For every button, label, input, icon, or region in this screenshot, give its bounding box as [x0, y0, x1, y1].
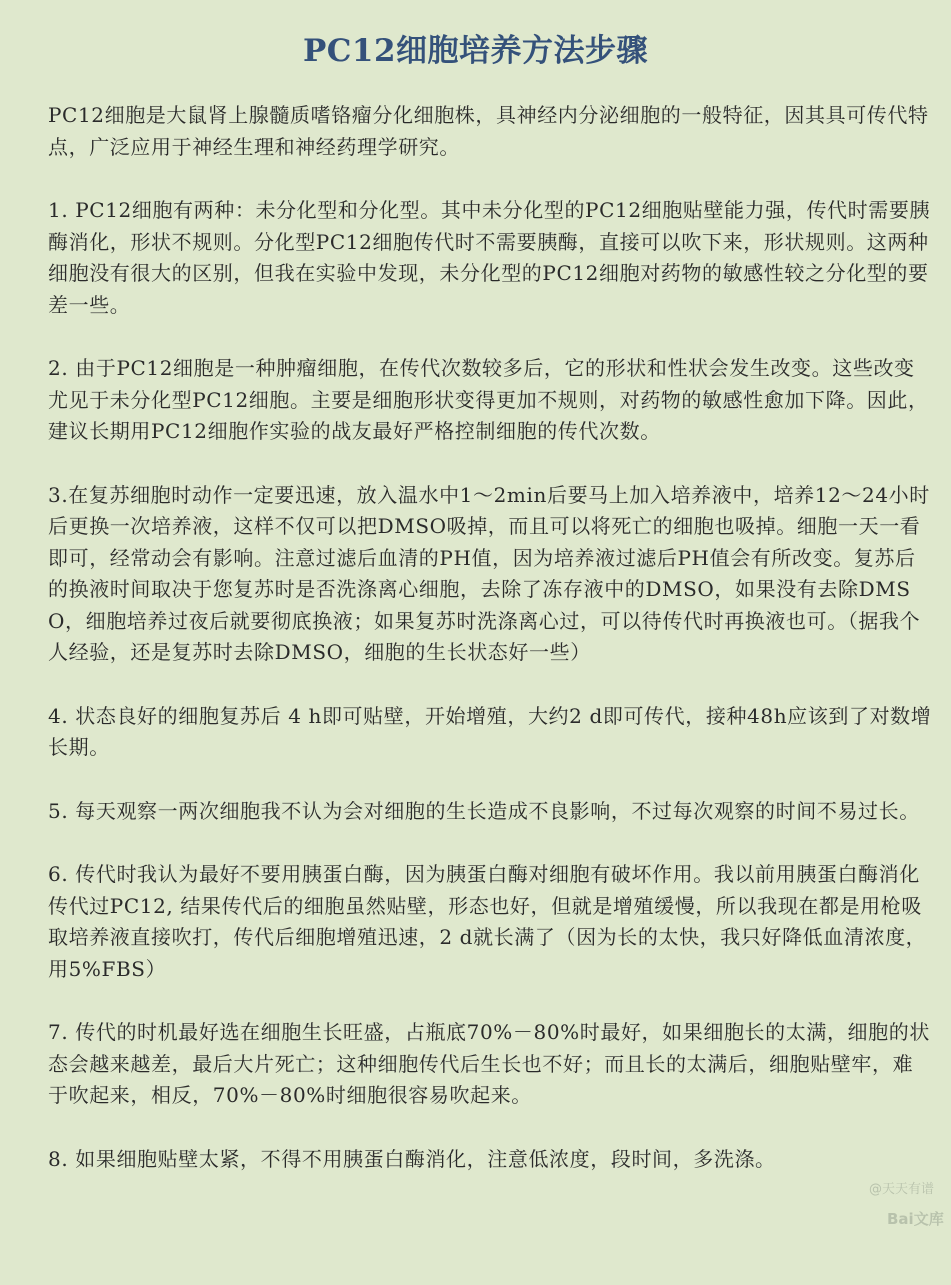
- step-2-paragraph: 2. 由于PC12细胞是一种肿瘤细胞，在传代次数较多后，它的形状和性状会发生改变。这些改变尤见于未分化型PC12细胞。主要是细胞形状变得更加不规则，对药物的敏感性愈加下降。因此，建议长期用PC12细胞作实验的战友最好严格控制细胞的传代次数。: [48, 356, 929, 443]
- watermark-text: @天天有谱: [869, 1182, 935, 1197]
- page-title: PC12细胞培养方法步骤: [302, 33, 649, 69]
- watermark-logo: Bai文库: [887, 1210, 944, 1228]
- step-4-paragraph: 4. 状态良好的细胞复苏后 4 h即可贴壁，开始增殖，大约2 d即可传代，接种48h应该到了对数增长期。: [48, 703, 932, 759]
- step-1-paragraph: 1. PC12细胞有两种：未分化型和分化型。其中未分化型的PC12细胞贴壁能力强，传代时需要胰酶消化，形状不规则。分化型PC12细胞传代时不需要胰酶，直接可以吹下来，形状规则。这两种细胞没有很大的区别，但我在实验中发现，未分化型的PC12细胞对药物的敏感性较之分化型的要差一些。: [48, 198, 931, 317]
- intro-paragraph: PC12细胞是大鼠肾上腺髓质嗜铬瘤分化细胞株，具神经内分泌细胞的一般特征，因其具可传代特点，广泛应用于神经生理和神经药理学研究。: [48, 103, 929, 159]
- step-3-paragraph: 3.在复苏细胞时动作一定要迅速，放入温水中1～2min后要马上加入培养液中，培养12～24小时后更换一次培养液，这样不仅可以把DMSO吸掉，而且可以将死亡的细胞也吸掉。细胞一天一看即可，经常动会有影响。注意过滤后血清的PH值，因为培养液过滤后PH值会有所改变。复苏后的换液时间取决于您复苏时是否洗涤离心细胞，去除了冻存液中的DMSO，如果没有去除DMSO，细胞培养过夜后就要彻底换液；如果复苏时洗涤离心过，可以待传代时再换液也可。（据我个人经验，还是复苏时去除DMSO，细胞的生长状态好一些）: [48, 482, 930, 664]
- step-7-paragraph: 7. 传代的时机最好选在细胞生长旺盛，占瓶底70%－80%时最好，如果细胞长的太满，细胞的状态会越来越差，最后大片死亡；这种细胞传代后生长也不好；而且长的太满后，细胞贴壁牢，难于吹起来，相反，70%－80%时细胞很容易吹起来。: [48, 1020, 930, 1107]
- step-8-paragraph: 8. 如果细胞贴壁太紧，不得不用胰蛋白酶消化，注意低浓度，段时间，多洗涤。: [48, 1146, 776, 1171]
- step-5-paragraph: 5. 每天观察一两次细胞我不认为会对细胞的生长造成不良影响，不过每次观察的时间不易过长。: [48, 798, 920, 823]
- step-6-paragraph: 6. 传代时我认为最好不要用胰蛋白酶，因为胰蛋白酶对细胞有破坏作用。我以前用胰蛋白酶消化传代过PC12, 结果传代后的细胞虽然贴壁，形态也好，但就是增殖缓慢，所以我现在都是用枪吸取培养液直接吹打，传代后细胞增殖迅速，2 d就长满了（因为长的太快，我只好降低血清浓度，用5%FBS）: [48, 862, 927, 981]
